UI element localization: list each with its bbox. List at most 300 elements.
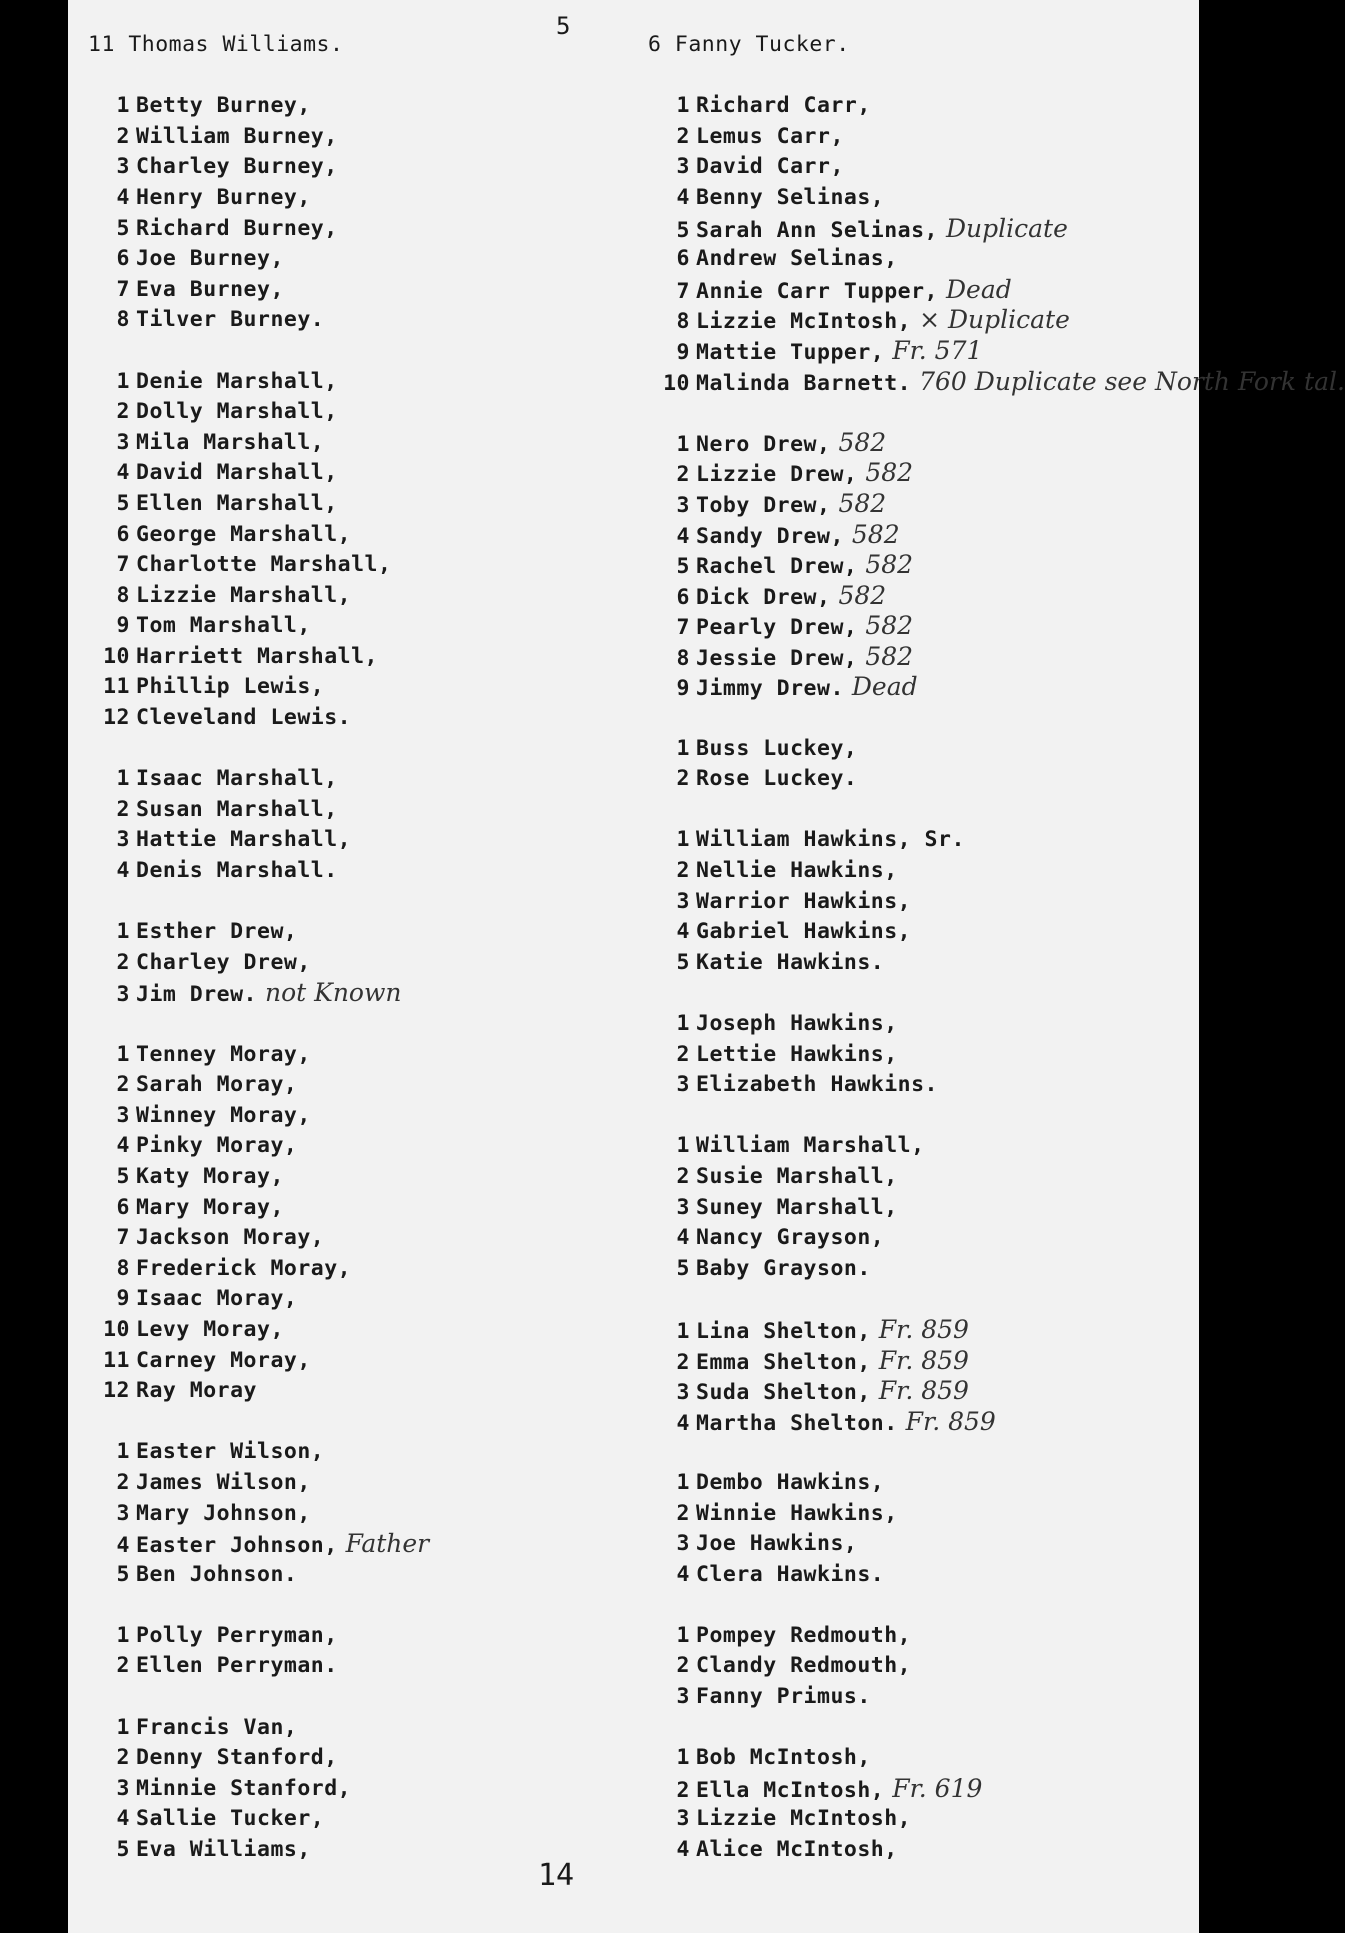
entry-name: Lizzie Marshall, <box>136 582 352 608</box>
roll-entry <box>88 1315 608 1346</box>
entry-name: Buss Luckey, <box>696 735 858 761</box>
roll-entry <box>88 948 608 979</box>
entry-name: Pompey Redmouth, <box>696 1622 912 1648</box>
roll-entry <box>648 1254 1188 1285</box>
entry-name: Jackson Moray, <box>136 1225 325 1251</box>
roll-entry <box>88 397 608 428</box>
entry-name: Andrew Selinas, <box>696 246 898 272</box>
roll-entry <box>88 244 608 275</box>
entry-name: Suda Shelton, <box>696 1380 871 1406</box>
handwritten-note: Dead <box>946 274 1012 304</box>
roll-entry <box>648 1346 1188 1377</box>
entry-name: Clandy Redmouth, <box>696 1653 912 1679</box>
entry-number: 2 <box>676 1500 690 1526</box>
handwritten-note: 582 <box>865 550 914 580</box>
entry-number: 5 <box>116 1561 130 1587</box>
roll-entry <box>648 214 1188 245</box>
entry-name: Tenney Moray, <box>136 1041 311 1067</box>
family-group <box>648 1315 1188 1437</box>
entry-number: 3 <box>116 154 130 180</box>
entry-number: 11 <box>103 1347 130 1373</box>
roll-entry <box>648 1376 1188 1407</box>
entry-name: Lina Shelton, <box>696 1318 871 1344</box>
left-column <box>88 30 608 1866</box>
roll-entry <box>648 1774 1188 1805</box>
entry-number: 1 <box>116 1041 130 1067</box>
entry-number: 2 <box>676 1777 690 1803</box>
entry-number: 2 <box>116 1072 130 1098</box>
roll-entry <box>88 458 608 489</box>
entry-number: 3 <box>676 888 690 914</box>
entry-name: Winnie Hawkins, <box>696 1500 898 1526</box>
entry-name: Jimmy Drew. <box>696 676 844 702</box>
roll-entry <box>648 642 1188 673</box>
entry-name: David Marshall, <box>136 460 338 486</box>
entry-name: David Carr, <box>696 154 844 180</box>
roll-entry <box>88 489 608 520</box>
roll-entry <box>88 1468 608 1499</box>
roll-entry <box>648 1529 1188 1560</box>
entry-name: Katy Moray, <box>136 1163 284 1189</box>
entry-number: 4 <box>676 1410 690 1436</box>
entry-number: 1 <box>676 735 690 761</box>
roll-entry <box>88 520 608 551</box>
entry-number: 2 <box>116 1469 130 1495</box>
entry-number: 5 <box>676 217 690 243</box>
entry-number: 6 <box>676 246 690 272</box>
entry-name: Charley Drew, <box>136 949 311 975</box>
roll-entry <box>648 366 1345 398</box>
family-group <box>648 1009 1188 1101</box>
roll-entry <box>88 1529 608 1560</box>
roll-entry <box>88 1621 608 1652</box>
entry-number: 9 <box>676 676 690 702</box>
handwritten-note: 582 <box>838 488 887 518</box>
entry-name: Eva Williams, <box>136 1837 311 1863</box>
roll-entry <box>648 152 1188 183</box>
family-group <box>648 1468 1188 1590</box>
entry-name: Richard Burney, <box>136 215 338 241</box>
handwritten-note: 582 <box>838 427 887 457</box>
entry-number: 4 <box>676 184 690 210</box>
roll-entry <box>88 1162 608 1193</box>
roll-entry <box>648 1131 1188 1162</box>
entry-name: Elizabeth Hawkins. <box>696 1072 938 1098</box>
entry-number: 2 <box>116 1745 130 1771</box>
entry-name: Francis Van, <box>136 1714 298 1740</box>
roll-entry <box>648 1682 1188 1713</box>
roll-entry <box>88 91 608 122</box>
entry-name: Nero Drew, <box>696 431 831 457</box>
entry-name: Hattie Marshall, <box>136 827 352 853</box>
family-group <box>648 1131 1188 1284</box>
family-group <box>88 1713 608 1866</box>
family-group <box>88 1040 608 1407</box>
entry-number: 2 <box>116 1653 130 1679</box>
entry-number: 3 <box>116 429 130 455</box>
roll-entry <box>648 244 1188 275</box>
entry-number: 3 <box>676 1194 690 1220</box>
roll-entry <box>88 152 608 183</box>
roll-entry <box>88 856 608 887</box>
entry-name: George Marshall, <box>136 521 352 547</box>
entry-name: Rachel Drew, <box>696 554 858 580</box>
roll-entry <box>88 305 608 336</box>
handwritten-note: 582 <box>851 519 900 549</box>
entry-name: Betty Burney, <box>136 93 311 119</box>
entry-number: 4 <box>116 1806 130 1832</box>
entry-number: 1 <box>116 93 130 119</box>
entry-name: Sarah Moray, <box>136 1072 298 1098</box>
entry-name: Mila Marshall, <box>136 429 325 455</box>
entry-name: Susie Marshall, <box>696 1163 898 1189</box>
handwritten-note: Fr. 859 <box>878 1376 969 1406</box>
roll-entry <box>648 1223 1188 1254</box>
page-number: 5 <box>556 12 571 40</box>
entry-number: 9 <box>116 613 130 639</box>
entry-name: Joseph Hawkins, <box>696 1011 898 1036</box>
entry-number: 10 <box>103 1316 130 1342</box>
entry-number: 5 <box>676 1255 690 1281</box>
entry-name: Jim Drew. <box>136 982 257 1008</box>
roll-entry <box>648 734 1188 765</box>
entry-number: 1 <box>676 93 690 119</box>
entry-number: 8 <box>116 1255 130 1281</box>
roll-entry <box>88 1835 608 1866</box>
entry-number: 6 <box>116 1194 130 1220</box>
handwritten-note: Fr. 859 <box>878 1345 969 1375</box>
entry-name: Lizzie McIntosh, <box>696 1806 912 1832</box>
entry-number: 3 <box>676 1806 690 1832</box>
entry-name: Tilver Burney. <box>136 307 325 333</box>
family-group <box>88 764 608 886</box>
entry-number: 3 <box>116 827 130 853</box>
entry-number: 1 <box>116 1439 130 1465</box>
entry-name: Frederick Moray, <box>136 1255 352 1281</box>
entry-number: 2 <box>676 766 690 792</box>
roll-entry <box>648 1040 1188 1071</box>
entry-number: 3 <box>676 154 690 180</box>
family-group <box>648 1743 1188 1865</box>
entry-name: Pinky Moray, <box>136 1133 298 1159</box>
entry-number: 3 <box>676 492 690 518</box>
entry-number: 6 <box>676 584 690 610</box>
roll-entry <box>88 1284 608 1315</box>
roll-entry <box>88 764 608 795</box>
entry-name: Lizzie Drew, <box>696 462 858 488</box>
right-column-heading: 6 Fanny Tucker. <box>648 32 850 57</box>
entry-number: 10 <box>663 370 690 396</box>
entry-name: Easter Wilson, <box>136 1439 325 1465</box>
roll-entry <box>88 1651 608 1682</box>
roll-entry <box>88 825 608 856</box>
entry-number: 3 <box>116 1102 130 1128</box>
roll-entry <box>648 917 1188 948</box>
roll-entry <box>648 825 1188 856</box>
entry-name: Eva Burney, <box>136 276 284 302</box>
entry-number: 4 <box>116 1533 130 1559</box>
family-group <box>88 91 608 336</box>
entry-number: 1 <box>676 1133 690 1159</box>
entry-name: Isaac Moray, <box>136 1286 298 1312</box>
entry-name: Martha Shelton. <box>696 1410 898 1436</box>
document-page <box>68 0 1345 1933</box>
roll-entry <box>648 856 1188 887</box>
entry-number: 2 <box>116 796 130 822</box>
roll-entry <box>88 1743 608 1774</box>
roll-entry <box>648 1621 1188 1652</box>
entry-number: 2 <box>676 1349 690 1375</box>
entry-number: 1 <box>676 1745 690 1771</box>
roll-entry <box>648 764 1188 795</box>
entry-name: Winney Moray, <box>136 1102 311 1128</box>
entry-number: 6 <box>116 521 130 547</box>
entry-number: 4 <box>676 1561 690 1587</box>
roll-entry <box>88 428 608 459</box>
entry-name: Toby Drew, <box>696 492 831 518</box>
entry-name: Warrior Hawkins, <box>696 888 912 914</box>
entry-name: Dembo Hawkins, <box>696 1469 885 1495</box>
roll-entry <box>88 1070 608 1101</box>
handwritten-note: Father <box>345 1529 430 1559</box>
entry-name: Polly Perryman, <box>136 1622 338 1648</box>
entry-number: 5 <box>116 490 130 516</box>
entry-name: Bob McIntosh, <box>696 1745 871 1771</box>
roll-entry <box>88 917 608 948</box>
roll-entry <box>648 1560 1188 1591</box>
entry-number: 2 <box>676 858 690 884</box>
entry-name: Dolly Marshall, <box>136 399 338 425</box>
handwritten-note: Fr. 619 <box>892 1773 983 1803</box>
entry-name: Minnie Stanford, <box>136 1775 352 1801</box>
roll-entry <box>648 1835 1188 1866</box>
entry-number: 4 <box>116 858 130 884</box>
entry-name: Mattie Tupper, <box>696 339 885 365</box>
roll-entry <box>648 1315 1188 1346</box>
entry-name: Easter Johnson, <box>136 1533 338 1559</box>
entry-number: 2 <box>116 123 130 149</box>
entry-number: 1 <box>116 1622 130 1648</box>
entry-name: Emma Shelton, <box>696 1349 871 1375</box>
roll-entry <box>88 1193 608 1224</box>
entry-number: 2 <box>116 949 130 975</box>
roll-entry <box>88 1346 608 1377</box>
entry-number: 5 <box>116 215 130 241</box>
entry-number: 4 <box>676 523 690 549</box>
roll-entry <box>88 1560 608 1591</box>
entry-number: 9 <box>676 339 690 365</box>
entry-name: Suney Marshall, <box>696 1194 898 1220</box>
entry-number: 11 <box>103 674 130 700</box>
roll-entry <box>648 1009 1188 1040</box>
entry-number: 4 <box>116 184 130 210</box>
handwritten-note: 760 Duplicate see North Fork tal. <box>919 366 1345 396</box>
entry-name: Baby Grayson. <box>696 1255 871 1281</box>
roll-entry <box>88 1376 608 1407</box>
entry-name: Lizzie McIntosh, <box>696 309 912 335</box>
roll-entry <box>88 1774 608 1805</box>
entry-number: 2 <box>676 1653 690 1679</box>
roll-entry <box>88 795 608 826</box>
entry-name: Dick Drew, <box>696 584 831 610</box>
entry-number: 5 <box>676 949 690 975</box>
handwritten-note: Duplicate <box>946 213 1068 243</box>
entry-name: Lemus Carr, <box>696 123 844 149</box>
right-column <box>648 30 1345 1866</box>
family-group <box>88 1621 608 1682</box>
entry-name: Denny Stanford, <box>136 1745 338 1771</box>
entry-number: 5 <box>116 1163 130 1189</box>
roll-entry <box>88 1131 608 1162</box>
family-group <box>648 734 1188 795</box>
family-group <box>648 91 1345 397</box>
roll-entry <box>648 336 1188 367</box>
entry-name: James Wilson, <box>136 1469 311 1495</box>
roll-entry <box>648 489 1188 520</box>
entry-name: Katie Hawkins. <box>696 949 885 975</box>
handwritten-note: Fr. 571 <box>892 335 983 365</box>
entry-number: 1 <box>116 368 130 394</box>
roll-entry <box>88 367 608 398</box>
roll-entry <box>648 1070 1188 1101</box>
roll-entry <box>648 672 1188 703</box>
entry-number: 1 <box>116 766 130 792</box>
handwritten-note: 582 <box>865 611 914 641</box>
entry-name: Harriett Marshall, <box>136 643 378 669</box>
entry-number: 5 <box>676 554 690 580</box>
entry-name: Charlotte Marshall, <box>136 552 392 578</box>
roll-entry <box>88 122 608 153</box>
entry-number: 2 <box>676 1041 690 1067</box>
entry-number: 1 <box>676 431 690 457</box>
entry-number: 4 <box>676 919 690 945</box>
family-group <box>88 917 608 1009</box>
roll-entry <box>648 1804 1188 1835</box>
entry-name: Denis Marshall. <box>136 858 338 884</box>
entry-number: 1 <box>676 1011 690 1036</box>
entry-name: Alice McIntosh, <box>696 1837 898 1863</box>
roll-entry <box>648 1407 1188 1438</box>
entry-name: Esther Drew, <box>136 919 298 945</box>
entry-name: Mary Johnson, <box>136 1500 311 1526</box>
entry-name: Gabriel Hawkins, <box>696 919 912 945</box>
entry-name: Jessie Drew, <box>696 645 858 671</box>
entry-name: Sallie Tucker, <box>136 1806 325 1832</box>
entry-name: Denie Marshall, <box>136 368 338 394</box>
entry-name: Clera Hawkins. <box>696 1561 885 1587</box>
entry-number: 3 <box>116 1775 130 1801</box>
entry-number: 1 <box>116 1714 130 1740</box>
sheet-number: 14 <box>538 1858 575 1893</box>
roll-entry <box>88 1713 608 1744</box>
entry-name: Ben Johnson. <box>136 1561 298 1587</box>
roll-entry <box>648 1499 1188 1530</box>
entry-name: Susan Marshall, <box>136 796 338 822</box>
entry-name: Annie Carr Tupper, <box>696 278 938 304</box>
entry-name: Nancy Grayson, <box>696 1225 885 1251</box>
entry-number: 8 <box>116 582 130 608</box>
entry-number: 1 <box>116 919 130 945</box>
roll-entry <box>648 1468 1188 1499</box>
roll-entry <box>648 458 1188 489</box>
entry-number: 4 <box>116 460 130 486</box>
entry-name: Fanny Primus. <box>696 1684 871 1710</box>
entry-number: 7 <box>116 552 130 578</box>
entry-name: Malinda Barnett. <box>696 370 912 396</box>
entry-name: Tom Marshall, <box>136 613 311 639</box>
entry-number: 2 <box>676 462 690 488</box>
entry-name: William Hawkins, Sr. <box>696 827 965 853</box>
roll-entry <box>88 642 608 673</box>
roll-entry <box>648 611 1188 642</box>
roll-entry <box>648 520 1188 551</box>
roll-entry <box>648 1193 1188 1224</box>
handwritten-note: 582 <box>865 458 914 488</box>
left-column-heading: 11 Thomas Williams. <box>88 32 344 57</box>
entry-name: Charley Burney, <box>136 154 338 180</box>
entry-number: 2 <box>676 123 690 149</box>
entry-number: 8 <box>676 645 690 671</box>
entry-number: 1 <box>676 827 690 853</box>
entry-name: Isaac Marshall, <box>136 766 338 792</box>
entry-number: 5 <box>116 1837 130 1863</box>
roll-entry <box>648 550 1188 581</box>
entry-name: Ella McIntosh, <box>696 1777 885 1803</box>
roll-entry <box>88 978 608 1009</box>
entry-name: Levy Moray, <box>136 1316 284 1342</box>
entry-name: Ellen Perryman. <box>136 1653 338 1679</box>
handwritten-note: not Known <box>265 978 402 1008</box>
family-group <box>88 367 608 734</box>
entry-name: Ray Moray <box>136 1378 257 1404</box>
entry-number: 8 <box>676 309 690 335</box>
roll-entry <box>648 305 1188 336</box>
entry-number: 1 <box>676 1318 690 1344</box>
handwritten-note: Fr. 859 <box>905 1406 996 1436</box>
roll-entry <box>88 703 608 734</box>
family-group <box>648 1621 1188 1713</box>
roll-entry <box>648 948 1188 979</box>
entry-name: William Burney, <box>136 123 338 149</box>
entry-number: 8 <box>116 307 130 333</box>
entry-name: Phillip Lewis, <box>136 674 325 700</box>
roll-entry <box>88 672 608 703</box>
roll-entry <box>88 1101 608 1132</box>
entry-number: 9 <box>116 1286 130 1312</box>
roll-entry <box>88 275 608 306</box>
entry-number: 12 <box>103 1378 130 1404</box>
entry-name: Mary Moray, <box>136 1194 284 1220</box>
family-group <box>88 1437 608 1590</box>
entry-name: Carney Moray, <box>136 1347 311 1373</box>
handwritten-note: Fr. 859 <box>878 1314 969 1344</box>
roll-entry <box>88 581 608 612</box>
roll-entry <box>88 1040 608 1071</box>
entry-name: Henry Burney, <box>136 184 311 210</box>
family-group <box>648 428 1188 703</box>
entry-name: Sarah Ann Selinas, <box>696 217 938 243</box>
entry-number: 1 <box>676 1622 690 1648</box>
entry-number: 7 <box>676 615 690 641</box>
handwritten-note: Dead <box>851 672 918 702</box>
roll-entry <box>88 1437 608 1468</box>
entry-name: Sandy Drew, <box>696 523 844 549</box>
entry-number: 7 <box>116 1225 130 1251</box>
entry-number: 7 <box>676 278 690 304</box>
roll-entry <box>88 1254 608 1285</box>
entry-number: 3 <box>116 1500 130 1526</box>
roll-entry <box>648 122 1188 153</box>
